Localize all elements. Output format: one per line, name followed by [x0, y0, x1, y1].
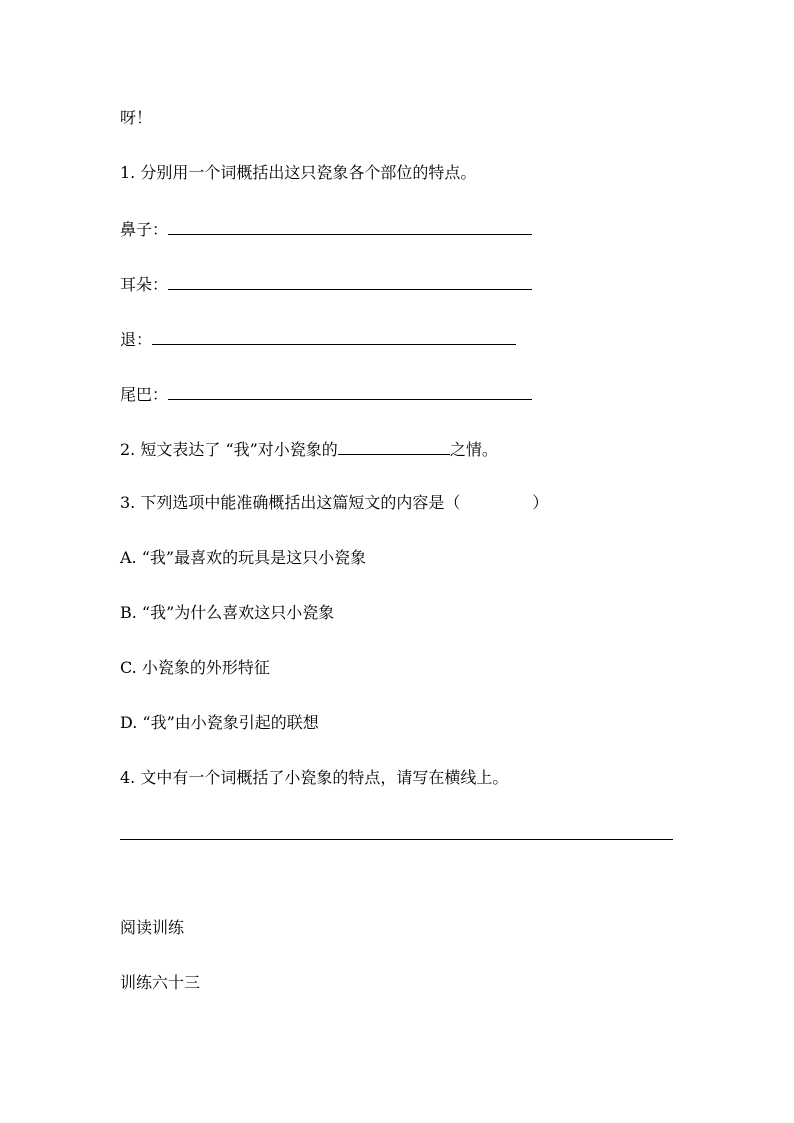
- tail-answer-blank[interactable]: [168, 383, 532, 400]
- question-2-suffix: 之情。: [449, 440, 498, 459]
- question-1-leg-row: [120, 328, 516, 350]
- question-4-answer-line[interactable]: [120, 839, 673, 840]
- option-a: A. “我”最喜欢的玩具是这只小瓷象: [120, 548, 367, 567]
- option-d: D. “我”由小瓷象引起的联想: [120, 713, 319, 732]
- nose-label: 鼻子：: [120, 220, 169, 239]
- leg-label: 退：: [120, 330, 153, 349]
- option-c: C. 小瓷象的外形特征: [120, 658, 270, 677]
- leg-answer-blank[interactable]: [152, 328, 516, 345]
- option-b: B. “我”为什么喜欢这只小瓷象: [120, 603, 335, 622]
- ear-label: 耳朵：: [120, 275, 169, 294]
- question-2-answer-blank[interactable]: [338, 438, 450, 455]
- question-3-row: [120, 493, 548, 513]
- question-1-ear-row: [120, 273, 532, 295]
- question-1-nose-row: [120, 218, 532, 240]
- exercise-title: 训练六十三: [120, 973, 201, 992]
- tail-label: 尾巴：: [120, 385, 169, 404]
- question-1-tail-row: [120, 383, 532, 405]
- question-1-prompt: 1. 分别用一个词概括出这只瓷象各个部位的特点。: [120, 163, 477, 182]
- section-title: 阅读训练: [120, 918, 185, 937]
- question-3-prompt: 3. 下列选项中能准确概括出这篇短文的内容是（: [120, 493, 461, 512]
- question-4-prompt: 4. 文中有一个词概括了小瓷象的特点，请写在横线上。: [120, 768, 509, 787]
- question-3-paren-close: ）: [532, 493, 549, 512]
- intro-text: 呀！: [120, 108, 153, 127]
- ear-answer-blank[interactable]: [168, 273, 532, 290]
- nose-answer-blank[interactable]: [168, 218, 532, 235]
- question-2-prompt: 2. 短文表达了 “我”对小瓷象的: [120, 440, 338, 459]
- question-2-row: [120, 438, 498, 460]
